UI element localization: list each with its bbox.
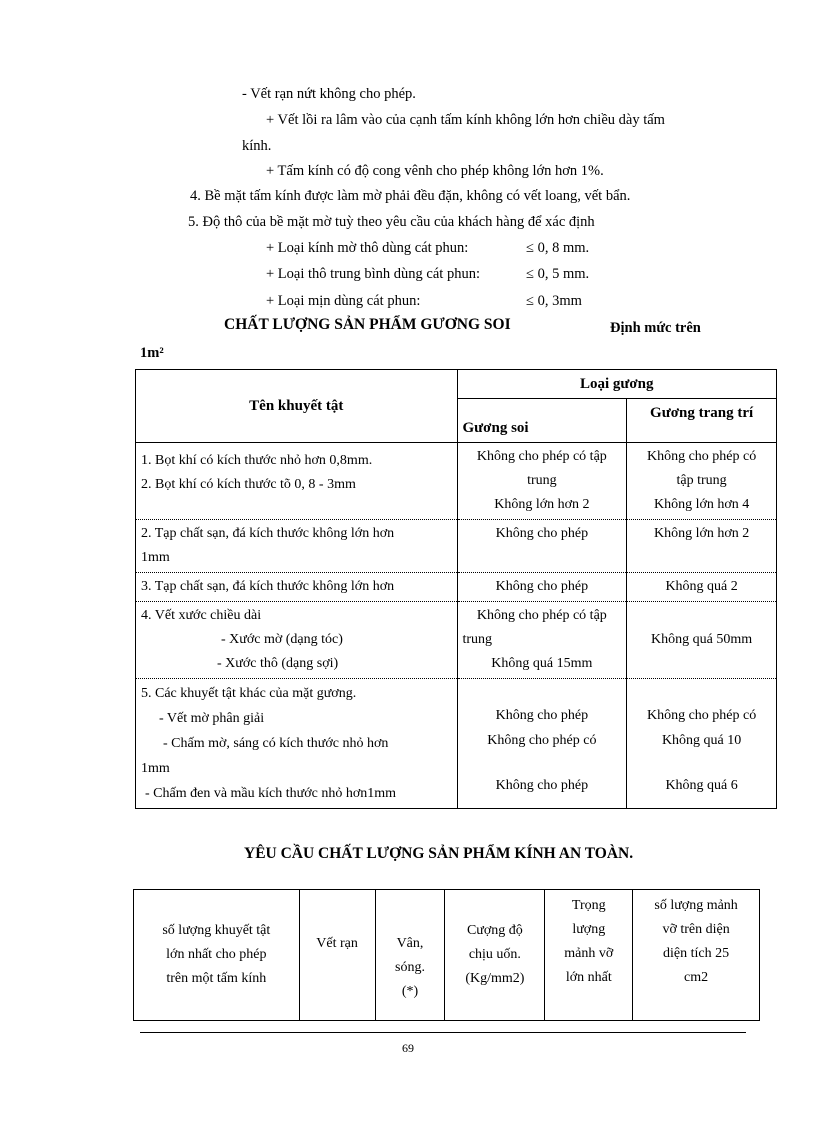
cell-text: Không cho phép có: [646, 449, 757, 464]
cell-text: trung: [527, 473, 557, 488]
cell-text: Không cho phép: [495, 526, 589, 541]
header-line: cm2: [684, 970, 709, 985]
header-line: lượng: [572, 922, 606, 937]
cell-text: Không quá 50mm: [651, 632, 753, 647]
cell-text: Không lớn hơn 2: [494, 497, 590, 512]
cell-text: Không lớn hơn 2: [653, 526, 750, 541]
header-mirror-type: Loại gương: [457, 370, 777, 399]
defect-text: 5. Các khuyết tật khác của mặt gương.: [141, 686, 357, 701]
defect-text: 4. Vết xước chiều dài: [141, 608, 262, 623]
cell-text: trung: [462, 632, 493, 647]
defect-text: - Xước thô (dạng sợi): [217, 656, 339, 671]
defect-text: - Chấm đen và mầu kích thước nhỏ hơn1mm: [145, 786, 397, 801]
header-line: vỡ trên diện: [662, 922, 730, 937]
defect-text: - Xước mờ (dạng tóc): [221, 632, 343, 647]
header-line: (Kg/mm2): [465, 971, 525, 986]
header-max-defects: [134, 890, 300, 1021]
cell-text: Không cho phép: [495, 708, 589, 723]
header-line: lớn nhất cho phép: [166, 947, 267, 962]
table-row: [134, 890, 760, 1021]
table-row: [136, 443, 777, 520]
table-row: [136, 602, 777, 679]
header-line: lớn nhất: [565, 970, 612, 985]
cell-text: Không cho phép: [495, 579, 589, 594]
header-line: số lượng mảnh: [654, 898, 738, 913]
defect-text: 1mm: [141, 761, 170, 776]
header-line: Vết rạn: [316, 936, 358, 951]
header-line: trên một tấm kính: [166, 971, 267, 986]
defect-text: - Chấm mờ, sáng có kích thước nhỏ hơn: [163, 736, 389, 751]
footer-divider: [140, 1032, 746, 1033]
mirror-quality-table: [135, 369, 777, 809]
header-cracks: [299, 890, 375, 1021]
text-line: + Vết lồi ra lâm vào của cạnh tấm kính không lớn hơn chiều dày tấm: [266, 112, 665, 128]
text-line: + Loại thô trung bình dùng cát phun:: [266, 266, 480, 282]
section-unit: 1m²: [140, 345, 164, 361]
header-line: Cượng độ: [466, 923, 523, 938]
header-mirror-decorative: Gương trang trí: [627, 399, 777, 443]
cell-text: Không cho phép có: [646, 708, 757, 723]
header-line: chịu uốn.: [468, 947, 521, 962]
table-row: [136, 679, 777, 809]
header-max-fragment-weight: [545, 890, 633, 1021]
defect-text: 1. Bọt khí có kích thước nhỏ hơn 0,8mm.: [141, 453, 373, 468]
text-line: 4. Bề mặt tấm kính được làm mờ phải đều đặn, không có vết loang, vết bẩn.: [190, 188, 631, 204]
defect-text: - Vết mờ phân giải: [159, 711, 265, 726]
cell-text: Không lớn hơn 4: [653, 497, 750, 512]
cell-text: Không cho phép: [495, 778, 589, 793]
header-defect: Tên khuyết tật: [136, 370, 458, 443]
header-line: mảnh vỡ: [564, 946, 614, 961]
header-line: Vân,: [396, 936, 424, 951]
cell-text: Không quá 10: [661, 733, 742, 748]
section-title: CHẤT LƯỢNG SẢN PHẨM GƯƠNG SOI: [224, 316, 511, 333]
text-line: + Loại kính mờ thô dùng cát phun:: [266, 240, 469, 256]
text-line: + Tấm kính có độ cong vênh cho phép không lớn hơn 1%.: [266, 163, 604, 179]
page-number: 69: [402, 1041, 414, 1055]
table-row: [136, 520, 777, 573]
cell-text: Không quá 15mm: [491, 656, 593, 671]
cell-text: Không cho phép có tập: [476, 608, 607, 623]
cell-text: Không quá 2: [665, 579, 738, 594]
text-line-value: ≤ 0, 8 mm.: [526, 240, 590, 256]
section-note: Định mức trên: [610, 320, 701, 336]
text-line-value: ≤ 0, 3mm: [526, 293, 582, 309]
header-waves: [375, 890, 445, 1021]
defect-text: 2. Bọt khí có kích thước tõ 0, 8 - 3mm: [141, 477, 356, 492]
cell-text: Không quá 6: [665, 778, 738, 793]
defect-text: 3. Tạp chất sạn, đá kích thước không lớn hơn: [141, 579, 395, 594]
text-line: kính.: [242, 138, 272, 154]
header-fragment-count: [633, 890, 760, 1021]
defect-text: 1mm: [141, 550, 170, 565]
header-line: diện tích 25: [663, 946, 730, 961]
table-row: [136, 573, 777, 602]
header-line: sóng.: [395, 960, 425, 975]
header-line: Trọng: [571, 898, 606, 913]
cell-text: Không cho phép có tập: [476, 449, 607, 464]
header-mirror-plain: Gương soi: [457, 399, 627, 443]
defect-text: 2. Tạp chất sạn, đá kích thước không lớn hơn: [141, 526, 395, 541]
safety-glass-table: [133, 889, 760, 1021]
text-line: 5. Độ thô của bề mặt mờ tuỳ theo yêu cầu của khách hàng để xác định: [188, 214, 595, 230]
text-line-value: ≤ 0, 5 mm.: [526, 266, 590, 282]
text-line: + Loại mịn dùng cát phun:: [266, 293, 421, 309]
header-bending-strength: [445, 890, 545, 1021]
cell-text: Không cho phép có: [487, 733, 597, 748]
cell-text: tập trung: [676, 473, 727, 488]
header-line: (*): [401, 984, 419, 999]
text-line: - Vết rạn nứt không cho phép.: [242, 86, 416, 102]
header-line: số lượng khuyết tật: [162, 923, 271, 938]
section-title: YÊU CẦU CHẤT LƯỢNG SẢN PHẨM KÍNH AN TOÀN.: [244, 845, 634, 862]
